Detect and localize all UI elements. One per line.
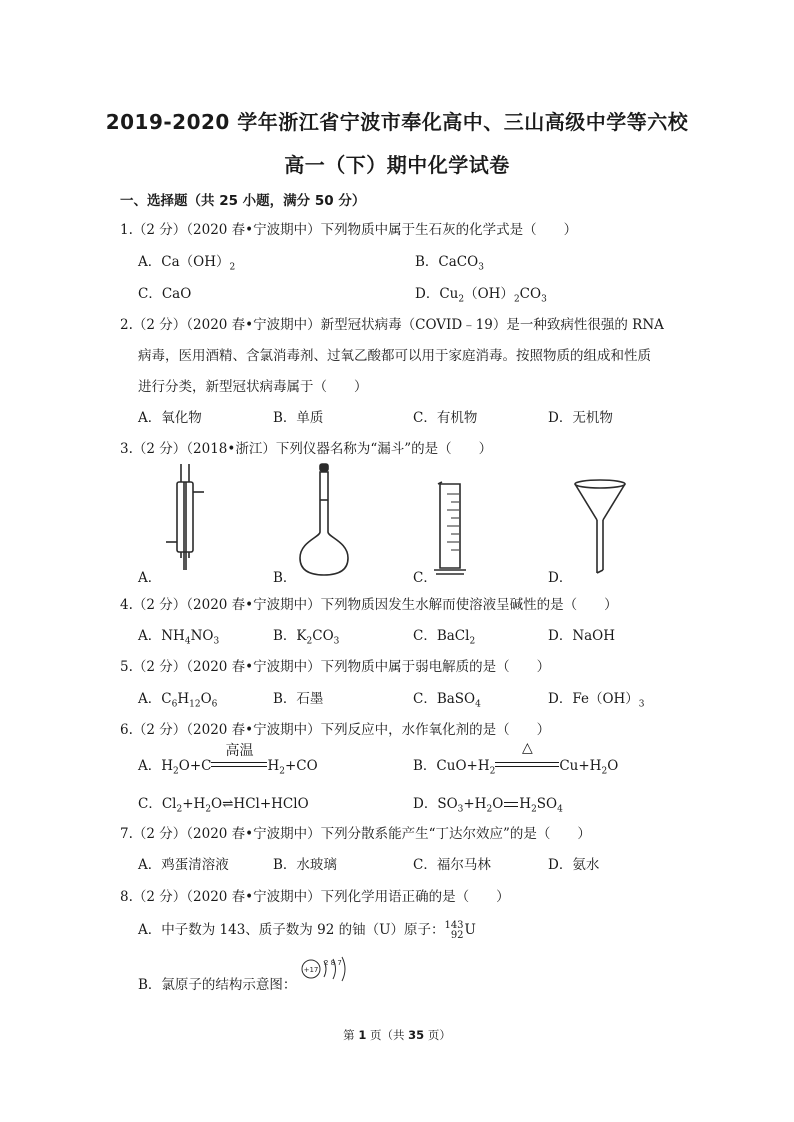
question-8-option-b: B．氯原子的结构示意图： (138, 977, 297, 993)
question-1-stem: 1.（2 分）（2020 春•宁波期中）下列物质中属于生石灰的化学式是（ ） (120, 222, 578, 238)
question-3-option-b: B． (273, 570, 297, 586)
question-6-option-a: A．$H_2O+C$ 高温 $H_2+CO$ (138, 743, 318, 777)
question-1-option-a: A．$Ca(OH)_2$ (138, 254, 236, 273)
condenser-image (160, 462, 210, 572)
chlorine-atom-structure-diagram (300, 955, 360, 991)
question-4-stem: 4.（2 分）（2020 春•宁波期中）下列物质因发生水解而使溶液呈碱性的是（ ） (120, 597, 618, 613)
question-5-option-a: A．$C_6H_{12}O_6$ (138, 691, 218, 710)
question-3-stem: 3.（2 分）（2018•浙江）下列仪器名称为“漏斗”的是（ ） (120, 441, 493, 457)
question-2-line-3: 进行分类，新型冠状病毒属于（ ） (138, 379, 368, 395)
question-5-option-d: D．$Fe(OH)_3$ (548, 691, 645, 710)
question-1-option-d: D．$Cu_2(OH)_2CO_3$ (415, 286, 547, 305)
nucleus-charge-label: +17 (303, 966, 319, 974)
question-1-option-b: B．CaCO$_3$ (415, 254, 484, 273)
question-2-option-a: A．氧化物 (138, 410, 202, 426)
question-8-option-a: A．中子数为 143、质子数为 92 的铀（U）原子：143 92U (138, 919, 476, 941)
section-heading: 一、选择题（共 25 小题，满分 50 分） (120, 193, 366, 209)
equals-sign (504, 802, 518, 807)
graduated-cylinder-image (430, 480, 470, 580)
question-3-option-a: A． (138, 570, 162, 586)
page-footer: 第 1 页（共 35 页） (343, 1028, 451, 1042)
question-5-option-b: B．石墨 (273, 691, 324, 707)
funnel-image (570, 478, 630, 578)
reaction-arrow-heat: △ (495, 756, 559, 770)
question-8-stem: 8.（2 分）（2020 春•宁波期中）下列化学用语正确的是（ ） (120, 889, 510, 905)
question-6-stem: 6.（2 分）（2020 春•宁波期中）下列反应中，水作氧化剂的是（ ） (120, 722, 551, 738)
question-2-option-d: D．无机物 (548, 410, 613, 426)
question-2-option-c: C．有机物 (413, 410, 478, 426)
question-5-option-c: C．BaSO$_4$ (413, 691, 481, 710)
question-6-option-c: C．$Cl_2+H_2O\rightleftharpoons HCl+HClO$ (138, 796, 309, 815)
question-3-option-c: C． (413, 570, 437, 586)
question-4-option-c: C．BaCl$_2$ (413, 628, 476, 647)
reaction-arrow-high-temp: 高温 (211, 756, 267, 770)
isotope-notation: 143 92 (444, 919, 464, 941)
question-2-option-b: B．单质 (273, 410, 324, 426)
electron-shell-counts: 2 8 7 (324, 959, 342, 967)
question-1-option-c: C．CaO (138, 286, 192, 302)
question-2-line-2: 病毒，医用酒精、含氯消毒剂、过氧乙酸都可以用于家庭消毒。按照物质的组成和性质 (138, 348, 651, 364)
title-line-1: 2019-2020 学年浙江省宁波市奉化高中、三山高级中学等六校 (105, 110, 689, 134)
question-4-option-b: B．$K_2CO_3$ (273, 628, 340, 647)
question-7-option-a: A．鸡蛋清溶液 (138, 857, 229, 873)
question-3-option-d: D． (548, 570, 573, 586)
question-7-option-d: D．氨水 (548, 857, 600, 873)
title-line-2: 高一（下）期中化学试卷 (284, 153, 510, 177)
question-4-option-a: A．$NH_4NO_3$ (138, 628, 220, 647)
question-2-line-1: 2.（2 分）（2020 春•宁波期中）新型冠状病毒（COVID﹣19）是一种致病性很强的 RNA (120, 317, 664, 333)
question-6-option-b: B．$CuO+H_2$ △ $Cu+H_2O$ (413, 740, 619, 777)
question-7-option-b: B．水玻璃 (273, 857, 337, 873)
volumetric-flask-image (295, 462, 355, 578)
question-7-stem: 7.（2 分）（2020 春•宁波期中）下列分散系能产生“丁达尔效应”的是（ ） (120, 826, 591, 842)
question-6-option-d: D．$SO_3+H_2O$ $H_2SO_4$ (413, 796, 563, 815)
question-4-option-d: D．NaOH (548, 628, 616, 644)
question-7-option-c: C．福尔马林 (413, 857, 491, 873)
question-5-stem: 5.（2 分）（2020 春•宁波期中）下列物质中属于弱电解质的是（ ） (120, 659, 551, 675)
